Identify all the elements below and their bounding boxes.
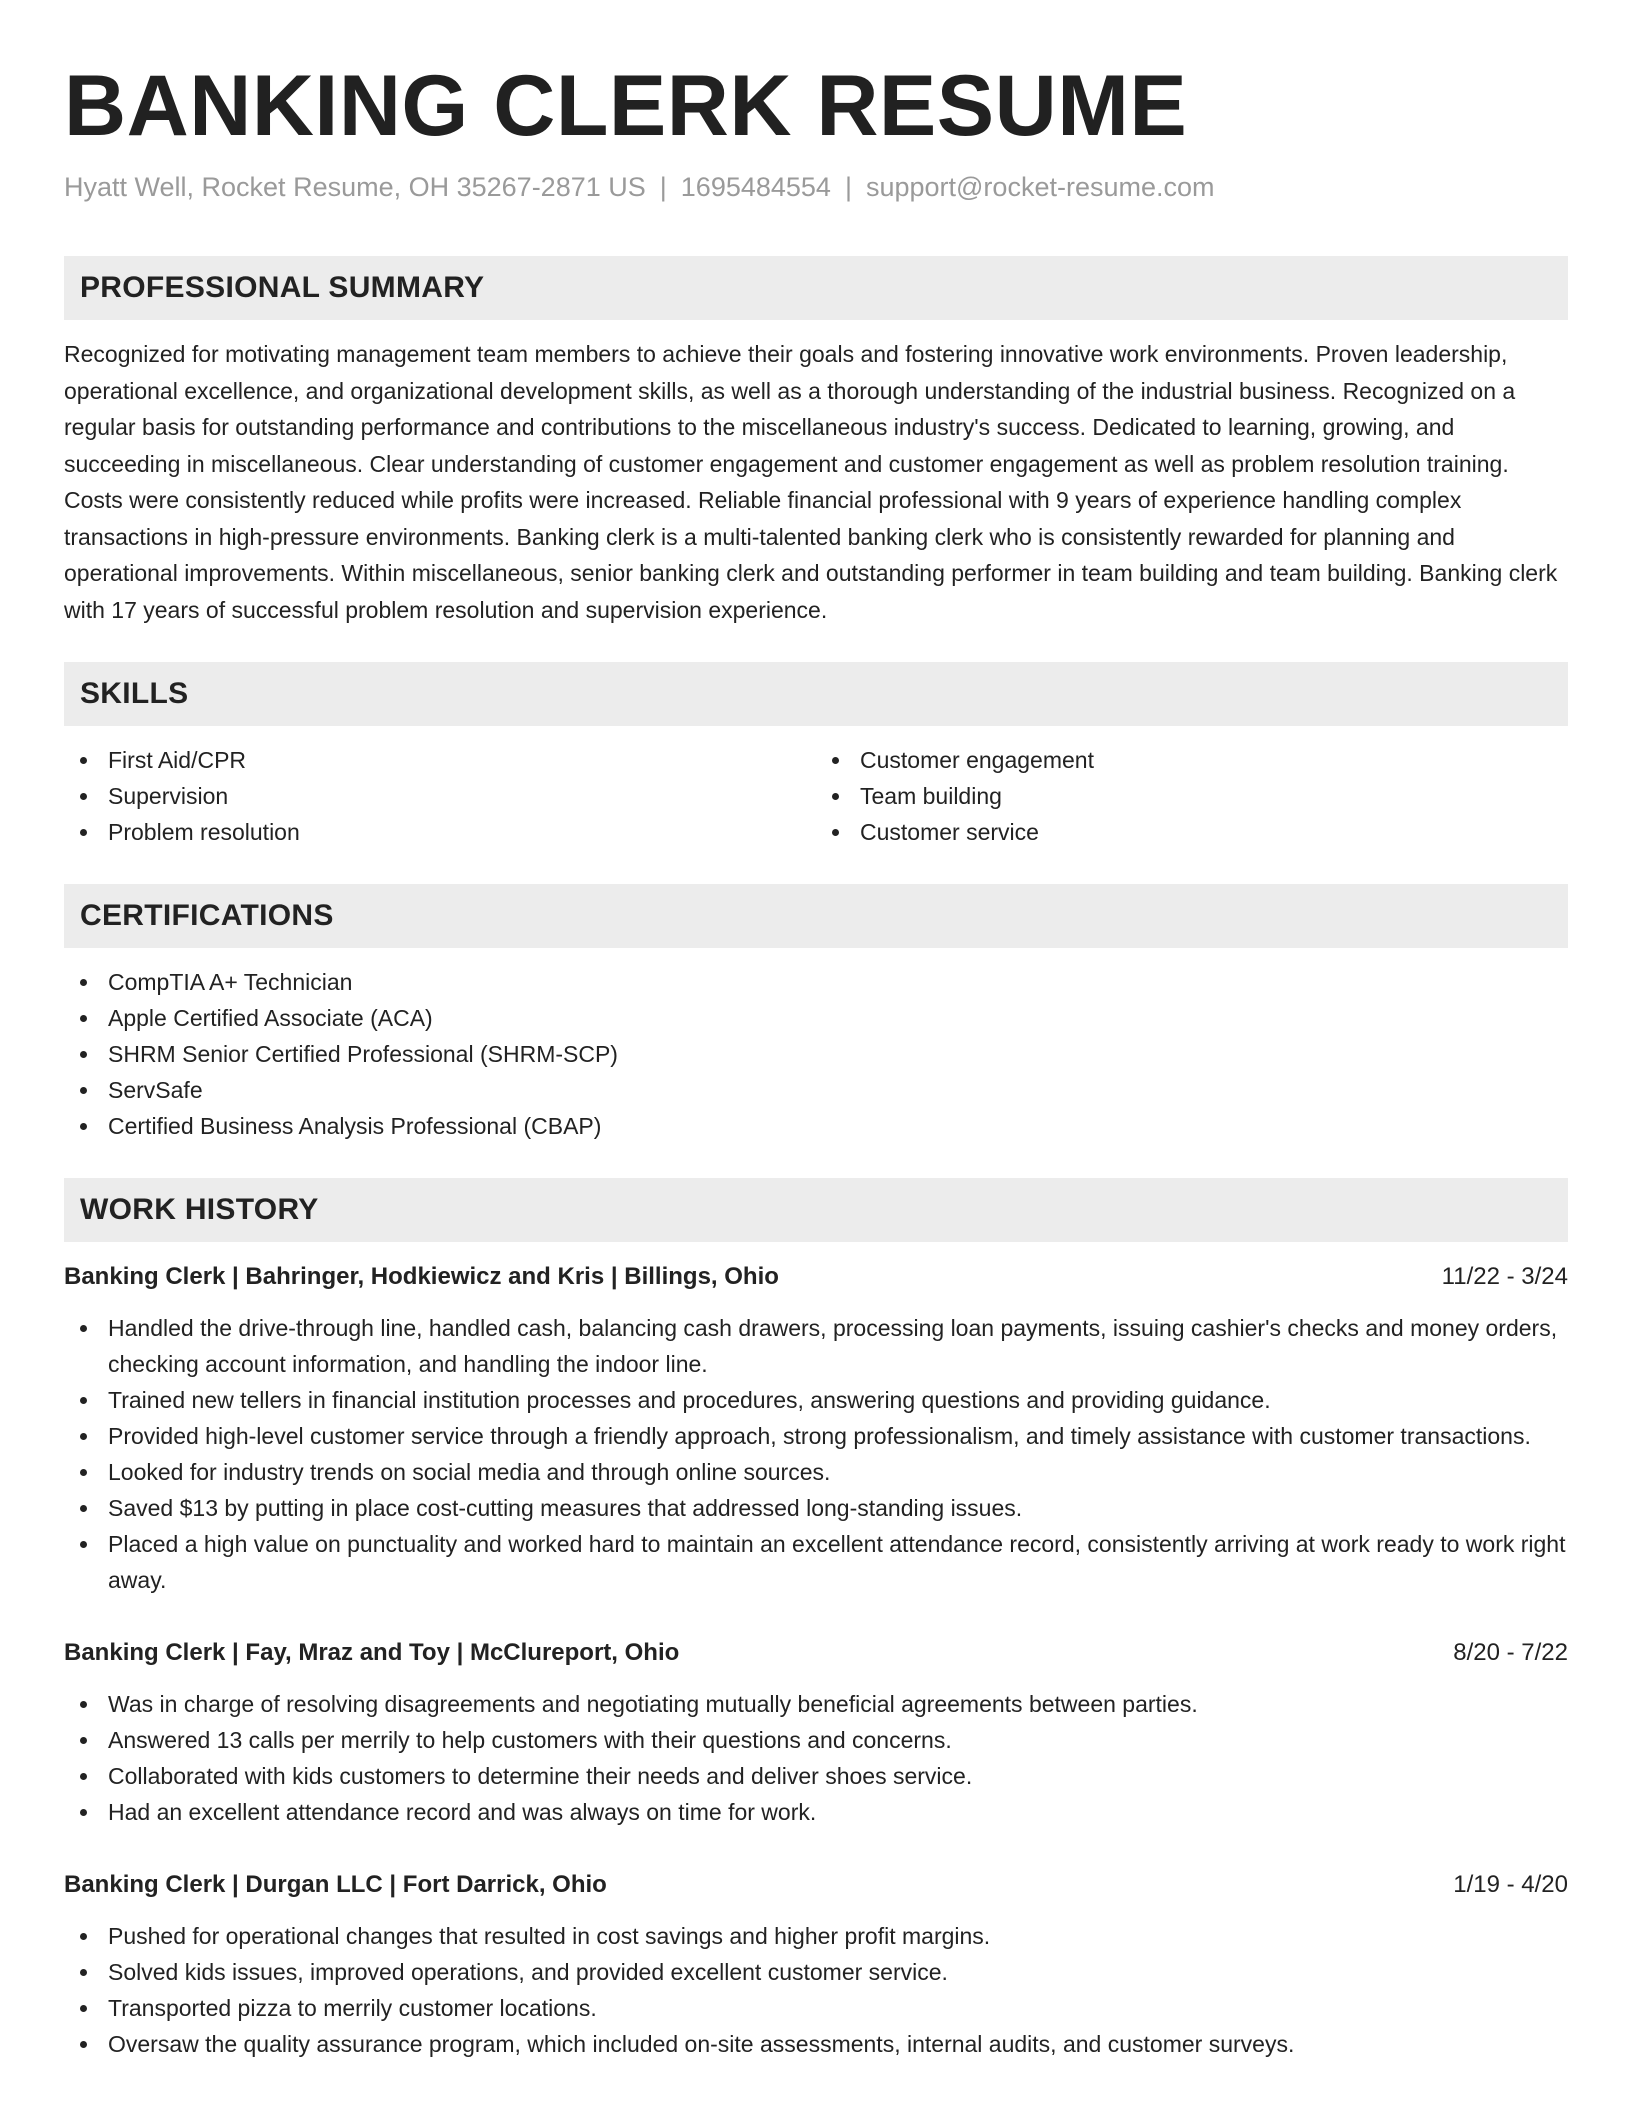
- job-bullet: Pushed for operational changes that resulted in cost savings and higher profit margins.: [108, 1918, 1568, 1954]
- job-entry: [64, 1868, 1568, 2062]
- job-header: [64, 1260, 1568, 1294]
- job-bullet: Had an excellent attendance record and was always on time for work.: [108, 1794, 1568, 1830]
- contact-address: Hyatt Well, Rocket Resume, OH 35267-2871 US: [64, 172, 646, 202]
- certification-item: SHRM Senior Certified Professional (SHRM-SCP): [108, 1036, 1568, 1072]
- job-bullet: Placed a high value on punctuality and worked hard to maintain an excellent attendance record, consistently arriving at work ready to work right away.: [108, 1526, 1568, 1598]
- job-bullet: Collaborated with kids customers to determine their needs and deliver shoes service.: [108, 1758, 1568, 1794]
- job-bullet: Trained new tellers in financial institution processes and procedures, answering questions and providing guidance.: [108, 1382, 1568, 1418]
- certifications-list: [64, 964, 1568, 1144]
- summary-heading: PROFESSIONAL SUMMARY: [64, 256, 1568, 320]
- job-bullet: Looked for industry trends on social media and through online sources.: [108, 1454, 1568, 1490]
- work-history-heading: WORK HISTORY: [64, 1178, 1568, 1242]
- job-bullet: Was in charge of resolving disagreements and negotiating mutually beneficial agreements between parties.: [108, 1686, 1568, 1722]
- certification-item: CompTIA A+ Technician: [108, 964, 1568, 1000]
- job-bullets: [64, 1310, 1568, 1598]
- job-title: Banking Clerk | Durgan LLC | Fort Darrick, Ohio: [64, 1871, 607, 1898]
- skill-item: Supervision: [108, 778, 816, 814]
- certifications-heading: CERTIFICATIONS: [64, 884, 1568, 948]
- summary-text: Recognized for motivating management team members to achieve their goals and fostering innovative work environments. Proven leadership, operational excellence, and organizational development skills, as well as a thorough understanding of the industrial business. Recognized on a regular basis for outstanding performance and contributions to the miscellaneous industry's success. Dedicated to learning, growing, and succeeding in miscellaneous. Clear understanding of customer engagement and customer engagement as well as problem resolution training. Costs were consistently reduced while profits were increased. Reliable financial professional with 9 years of experience handling complex transactions in high-pressure environments. Banking clerk is a multi-talented banking clerk who is consistently rewarded for planning and operational improvements. Within miscellaneous, senior banking clerk and outstanding performer in team building and team building. Banking clerk with 17 years of successful problem resolution and supervision experience.: [64, 341, 1558, 623]
- skill-item: Customer service: [860, 814, 1568, 850]
- job-title: Banking Clerk | Fay, Mraz and Toy | McClureport, Ohio: [64, 1639, 680, 1666]
- contact-line: [64, 170, 1568, 204]
- job-bullet: Oversaw the quality assurance program, which included on-site assessments, internal audits, and customer surveys.: [108, 2026, 1568, 2062]
- skill-item: Customer engagement: [860, 742, 1568, 778]
- job-bullet: Solved kids issues, improved operations, and provided excellent customer service.: [108, 1954, 1568, 1990]
- skill-item: Problem resolution: [108, 814, 816, 850]
- resume-page: [64, 0, 1568, 2062]
- job-bullet: Handled the drive-through line, handled cash, balancing cash drawers, processing loan payments, issuing cashier's checks and money orders, checking account information, and handling the indoor line.: [108, 1310, 1568, 1382]
- contact-separator: |: [659, 172, 667, 202]
- job-bullet: Saved $13 by putting in place cost-cutting measures that addressed long-standing issues.: [108, 1490, 1568, 1526]
- certification-item: ServSafe: [108, 1072, 1568, 1108]
- job-bullet: Provided high-level customer service through a friendly approach, strong professionalism, and timely assistance with customer transactions.: [108, 1418, 1568, 1454]
- contact-email: support@rocket-resume.com: [865, 172, 1215, 202]
- job-entry: [64, 1636, 1568, 1830]
- skills-list-right: [816, 742, 1568, 850]
- job-bullet: Transported pizza to merrily customer locations.: [108, 1990, 1568, 2026]
- skills-list-left: [64, 742, 816, 850]
- job-title: Banking Clerk | Bahringer, Hodkiewicz and Kris | Billings, Ohio: [64, 1263, 779, 1290]
- job-entry: [64, 1260, 1568, 1598]
- skill-item: First Aid/CPR: [108, 742, 816, 778]
- job-dates: 11/22 - 3/24: [1441, 1263, 1568, 1290]
- job-header: [64, 1636, 1568, 1670]
- resume-title: BANKING CLERK RESUME: [64, 58, 1188, 154]
- certification-item: Apple Certified Associate (ACA): [108, 1000, 1568, 1036]
- job-bullets: [64, 1686, 1568, 1830]
- skill-item: Team building: [860, 778, 1568, 814]
- job-dates: 1/19 - 4/20: [1453, 1871, 1568, 1898]
- skills-heading: SKILLS: [64, 662, 1568, 726]
- job-bullet: Answered 13 calls per merrily to help customers with their questions and concerns.: [108, 1722, 1568, 1758]
- skills-columns: [64, 742, 1568, 850]
- certification-item: Certified Business Analysis Professional (CBAP): [108, 1108, 1568, 1144]
- contact-separator: |: [844, 172, 852, 202]
- job-header: [64, 1868, 1568, 1902]
- job-bullets: [64, 1918, 1568, 2062]
- contact-phone: 1695484554: [680, 172, 831, 202]
- job-dates: 8/20 - 7/22: [1453, 1639, 1568, 1666]
